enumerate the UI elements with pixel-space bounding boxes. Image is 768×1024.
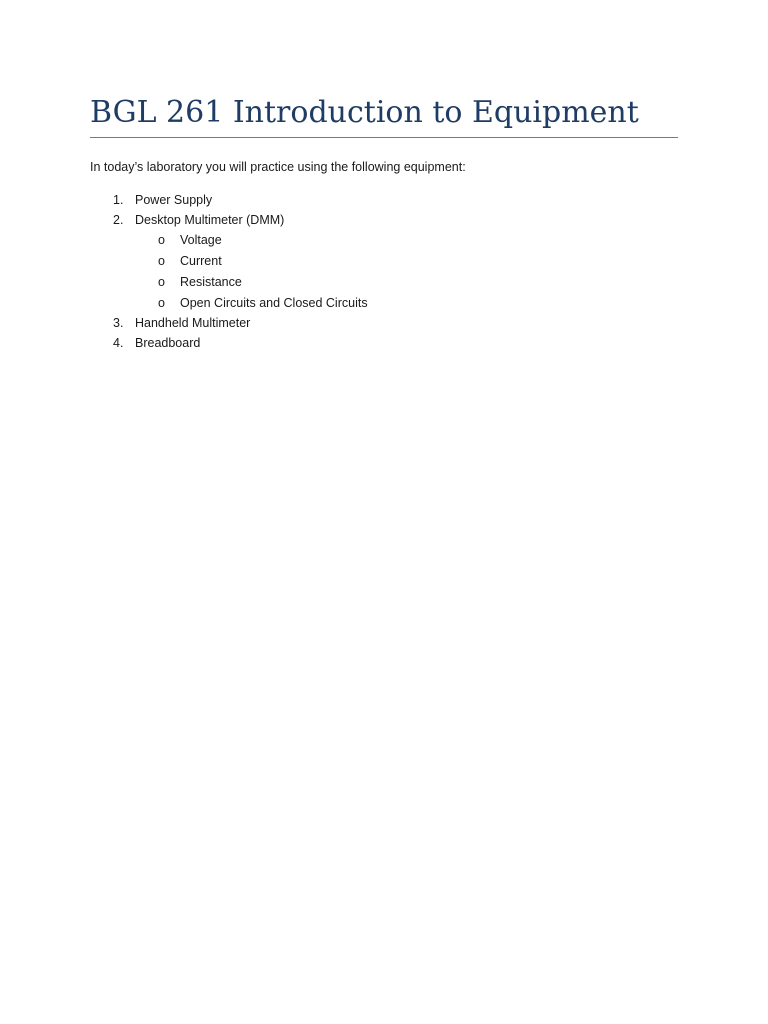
list-label: Desktop Multimeter (DMM) [135,213,285,227]
list-item-power-supply [90,190,490,210]
intro-paragraph: In today’s laboratory you will practice using the following equipment: [90,160,466,174]
sub-item-open-closed-circuits [90,293,490,313]
sub-bullet: o [158,233,165,247]
sub-label: Open Circuits and Closed Circuits [180,296,368,310]
list-item-breadboard [90,333,490,353]
list-item-desktop-multimeter [90,210,490,230]
list-label: Handheld Multimeter [135,316,251,330]
list-number: 3. [113,316,124,330]
sub-label: Voltage [180,233,222,247]
sub-bullet: o [158,254,165,268]
list-number: 2. [113,213,124,227]
sub-label: Resistance [180,275,242,289]
title-underline [90,137,678,138]
sub-label: Current [180,254,222,268]
list-item-handheld-multimeter [90,313,490,333]
sub-bullet: o [158,296,165,310]
sub-item-voltage [90,230,490,250]
list-number: 1. [113,193,124,207]
list-label: Power Supply [135,193,213,207]
sub-item-current [90,251,490,271]
sub-bullet: o [158,275,165,289]
list-number: 4. [113,336,124,350]
document-title: BGL 261 Introduction to Equipment [90,95,639,130]
list-label: Breadboard [135,336,201,350]
sub-item-resistance [90,272,490,292]
